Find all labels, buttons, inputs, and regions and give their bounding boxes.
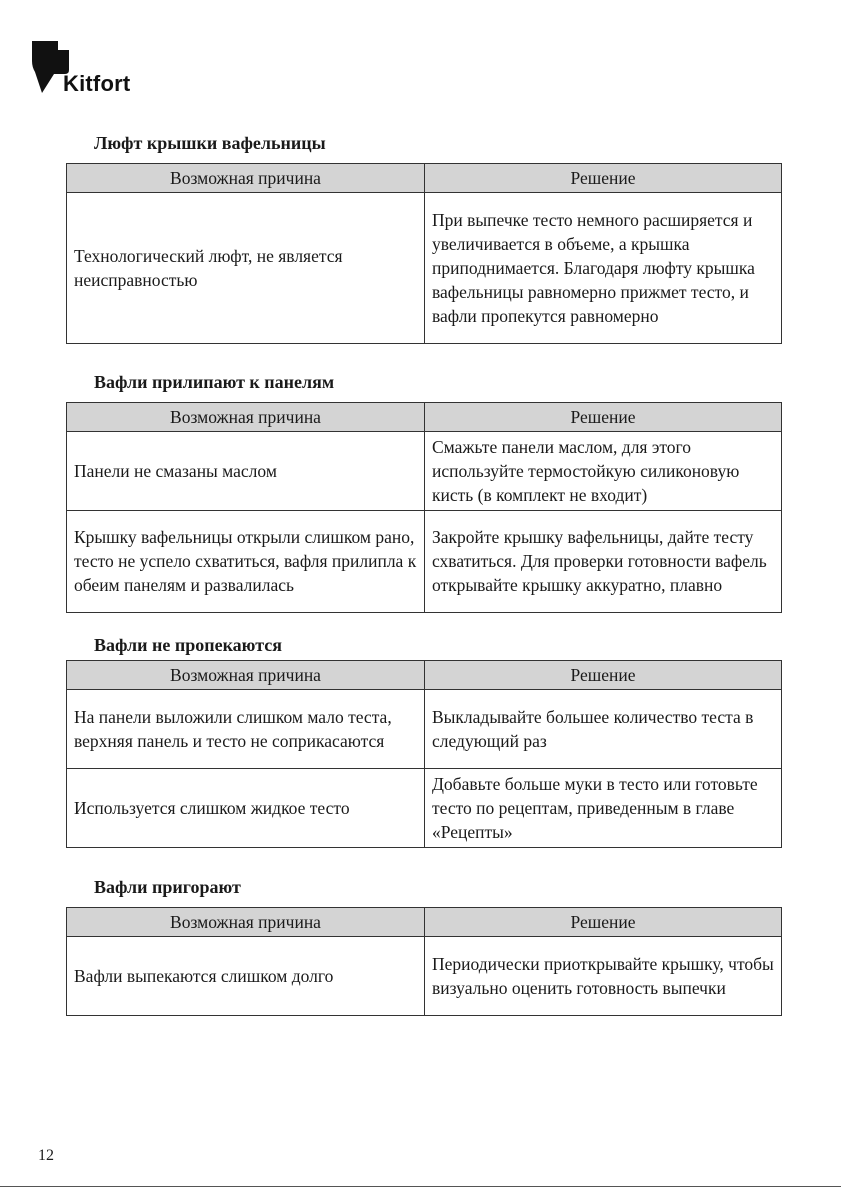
cause-cell: На панели выложили слишком мало теста, верхняя панель и тесто не соприкасаются: [67, 690, 425, 769]
table-row: [67, 937, 782, 1016]
table-row: [67, 432, 782, 511]
troubleshooting-table: [66, 402, 782, 613]
page-number: 12: [38, 1147, 54, 1164]
table-header-row: [67, 661, 782, 690]
cause-cell: Панели не смазаны маслом: [67, 432, 425, 511]
section-title: Вафли пригорают: [94, 877, 241, 897]
brand-name: Kitfort: [63, 71, 131, 96]
section-title: Люфт крышки вафельницы: [94, 133, 326, 153]
table-header-row: [67, 403, 782, 432]
cause-cell: Используется слишком жидкое тесто: [67, 769, 425, 848]
table-row: [67, 769, 782, 848]
solution-cell: Добавьте больше муки в тесто или готовьте тесто по рецептам, приведенным в главе «Рецепты»: [425, 769, 782, 848]
solution-cell: Периодически приоткрывайте крышку, чтобы визуально оценить готовность выпечки: [425, 937, 782, 1016]
section-title: Вафли прилипают к панелям: [94, 372, 335, 392]
table-header-row: [67, 164, 782, 193]
solution-cell: Закройте крышку вафельницы, дайте тесту схватиться. Для проверки готовности вафель открывайте крышку аккуратно, плавно: [425, 511, 782, 613]
solution-cell: Смажьте панели маслом, для этого используйте термостойкую силиконовую кисть (в комплект не входит): [425, 432, 782, 511]
solution-cell: При выпечке тесто немного расширяется и увеличивается в объеме, а крышка приподнимается. Благодаря люфту крышка вафельницы равномерно прижмет тесто, и вафли пропекутся равномерно: [425, 193, 782, 344]
troubleshooting-table: [66, 907, 782, 1016]
cause-column-header: Возможная причина: [67, 661, 425, 690]
cause-column-header: Возможная причина: [67, 908, 425, 937]
solution-column-header: Решение: [425, 908, 782, 937]
section-title: Вафли не пропекаются: [94, 635, 282, 655]
solution-column-header: Решение: [425, 661, 782, 690]
bottom-divider: [0, 1186, 841, 1187]
table-row: [67, 511, 782, 613]
cause-column-header: Возможная причина: [67, 403, 425, 432]
solution-column-header: Решение: [425, 403, 782, 432]
troubleshooting-table: [66, 660, 782, 848]
table-row: [67, 690, 782, 769]
cause-column-header: Возможная причина: [67, 164, 425, 193]
cause-cell: Крышку вафельницы открыли слишком рано, тесто не успело схватиться, вафля прилипла к обеим панелям и развалилась: [67, 511, 425, 613]
cause-cell: Вафли выпекаются слишком долго: [67, 937, 425, 1016]
table-row: [67, 193, 782, 344]
troubleshooting-table: [66, 163, 782, 344]
solution-column-header: Решение: [425, 164, 782, 193]
cause-cell: Технологический люфт, не является неисправностью: [67, 193, 425, 344]
table-header-row: [67, 908, 782, 937]
solution-cell: Выкладывайте большее количество теста в следующий раз: [425, 690, 782, 769]
kitfort-logo: [32, 41, 142, 97]
